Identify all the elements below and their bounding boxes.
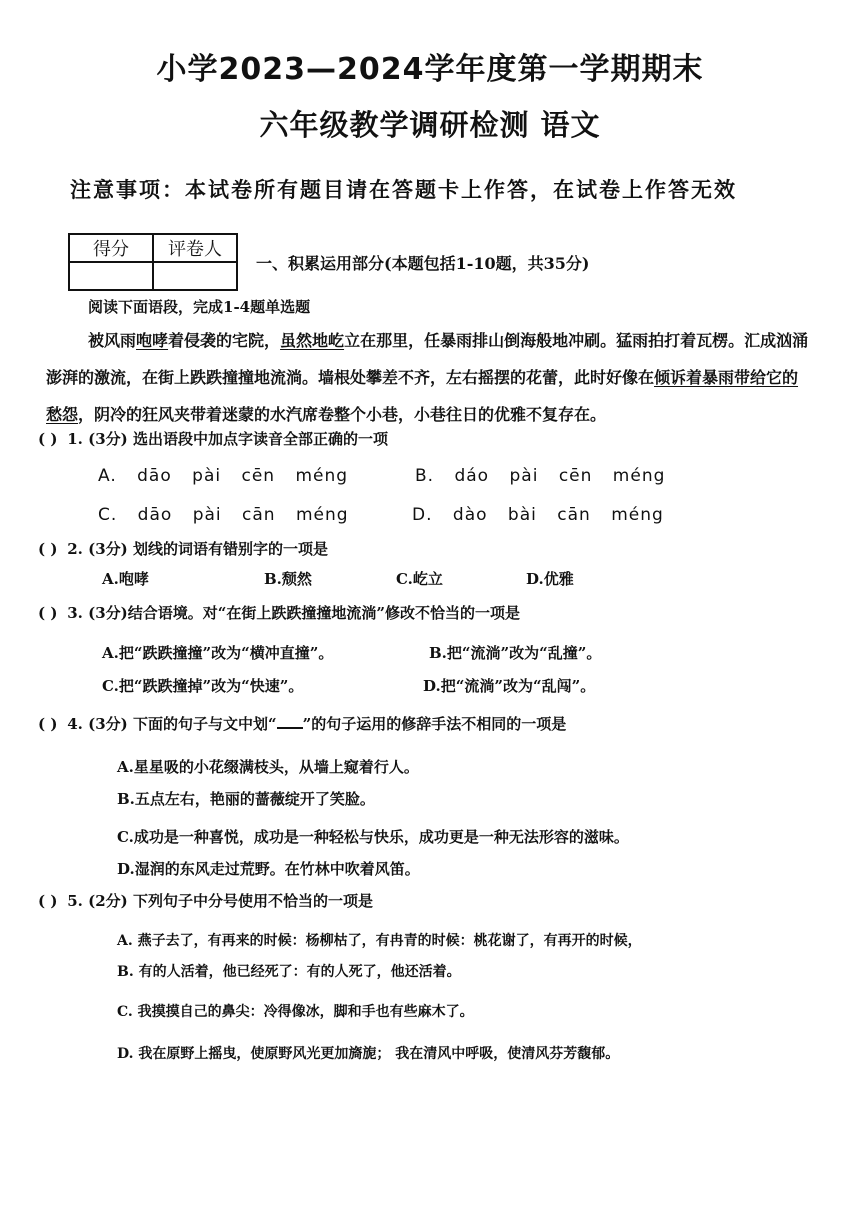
question-2 <box>38 538 328 559</box>
q2-option-d[interactable]: D.优雅 <box>526 570 574 588</box>
question-stem: 4. (3分) 下面的句子与文中划“ <box>67 715 277 733</box>
answer-paren[interactable]: ( ) <box>38 430 58 448</box>
q4-option-b[interactable]: B.五点左右，艳丽的蔷薇绽开了笑脸。 <box>117 790 375 808</box>
question-stem: 3. (3分)结合语境。对“在街上跌跌撞撞地流淌”修改不恰当的一项是 <box>67 604 521 622</box>
exam-subtitle: 六年级教学调研检测 语文 <box>259 108 601 142</box>
grader-cell[interactable] <box>153 262 237 290</box>
answer-paren[interactable]: ( ) <box>38 604 58 622</box>
q3-option-d[interactable]: D.把“流淌”改为“乱闯”。 <box>423 677 596 695</box>
score-header: 得分 <box>69 234 153 262</box>
q2-option-a[interactable]: A.咆哮 <box>102 570 149 588</box>
q5-option-c[interactable]: C. 我摸摸自己的鼻尖：冷得像冰，脚和手也有些麻木了。 <box>117 1004 474 1020</box>
q3-option-b[interactable]: B.把“流淌”改为“乱撞”。 <box>429 644 602 662</box>
q5-option-a[interactable]: A. 燕子去了，有再来的时候：杨柳枯了，有冉青的时候：桃花谢了，有再开的时候， <box>117 933 642 949</box>
passage-text: 被风雨 <box>88 331 137 350</box>
question-3 <box>38 602 520 623</box>
question-1 <box>38 428 388 449</box>
q4-option-c[interactable]: C.成功是一种喜悦，成功是一种轻松与快乐，成功更是一种无法形容的滋味。 <box>117 828 629 846</box>
underline-mark <box>277 713 303 729</box>
question-5 <box>38 890 373 911</box>
question-stem: 5. (2分) 下列句子中分号使用不恰当的一项是 <box>67 892 373 910</box>
exam-title: 小学2023—2024学年度第一学期期末 <box>156 52 704 87</box>
question-stem: ”的句子运用的修辞手法不相同的一项是 <box>302 715 567 733</box>
q5-option-b[interactable]: B. 有的人活着，他已经死了：有的人死了，他还活着。 <box>117 964 461 980</box>
answer-paren[interactable]: ( ) <box>38 892 58 910</box>
underlined-word: 虽然地屹 <box>280 331 345 350</box>
question-stem: 1. (3分) 选出语段中加点字读音全部正确的一项 <box>67 430 388 448</box>
underlined-word: 咆哮 <box>136 331 169 350</box>
passage-text: 立在那里，任暴雨排山倒海般地冲刷。猛雨拍打着瓦楞。汇成汹涌澎湃的激流，在街上跌跌撞撞地流淌。墙根处攀差不齐，左右摇摆的花蕾，此时好像在 <box>46 331 809 387</box>
notice-text: 注意事项：本试卷所有题目请在答题卡上作答，在试卷上作答无效 <box>70 177 737 202</box>
passage-text: ，阴冷的狂风夹带着迷蒙的水汽席卷整个小巷，小巷往日的优雅不复存在。 <box>78 405 607 424</box>
reading-passage <box>46 322 811 433</box>
q3-option-a[interactable]: A.把“跌跌撞撞”改为“横冲直撞”。 <box>102 644 334 662</box>
q4-option-d[interactable]: D.湿润的东风走过荒野。在竹林中吹着风笛。 <box>117 860 420 878</box>
reading-intro: 阅读下面语段，完成1-4题单选题 <box>88 298 311 316</box>
score-cell[interactable] <box>69 262 153 290</box>
score-table <box>68 233 238 291</box>
q5-option-d[interactable]: D. 我在原野上摇曳，使原野风光更加旖旎； 我在清风中呼吸，使清风芬芳馥郁。 <box>117 1046 620 1062</box>
q2-option-b[interactable]: B.颓然 <box>264 570 312 588</box>
question-stem: 2. (3分) 划线的词语有错别字的一项是 <box>67 540 328 558</box>
q1-option-a[interactable]: A. dāo pài cēn méng <box>98 466 349 486</box>
section-heading: 一、积累运用部分(本题包括1-10题，共35分) <box>256 254 590 273</box>
q3-option-c[interactable]: C.把“跌跌撞掉”改为“快速”。 <box>102 677 304 695</box>
q1-option-d[interactable]: D. dào bài cān méng <box>412 505 664 525</box>
q2-option-c[interactable]: C.屹立 <box>396 570 443 588</box>
question-4 <box>38 713 566 734</box>
underlined-sentence: 倾诉着暴雨带给它的愁怨 <box>46 368 799 424</box>
passage-text: 着侵袭的宅院， <box>168 331 281 350</box>
grader-header: 评卷人 <box>153 234 237 262</box>
q1-option-b[interactable]: B. dáo pài cēn méng <box>415 466 666 486</box>
q4-option-a[interactable]: A.星星吸的小花缀满枝头，从墙上窥着行人。 <box>117 758 419 776</box>
q1-option-c[interactable]: C. dāo pài cān méng <box>98 505 349 525</box>
answer-paren[interactable]: ( ) <box>38 540 58 558</box>
answer-paren[interactable]: ( ) <box>38 715 58 733</box>
